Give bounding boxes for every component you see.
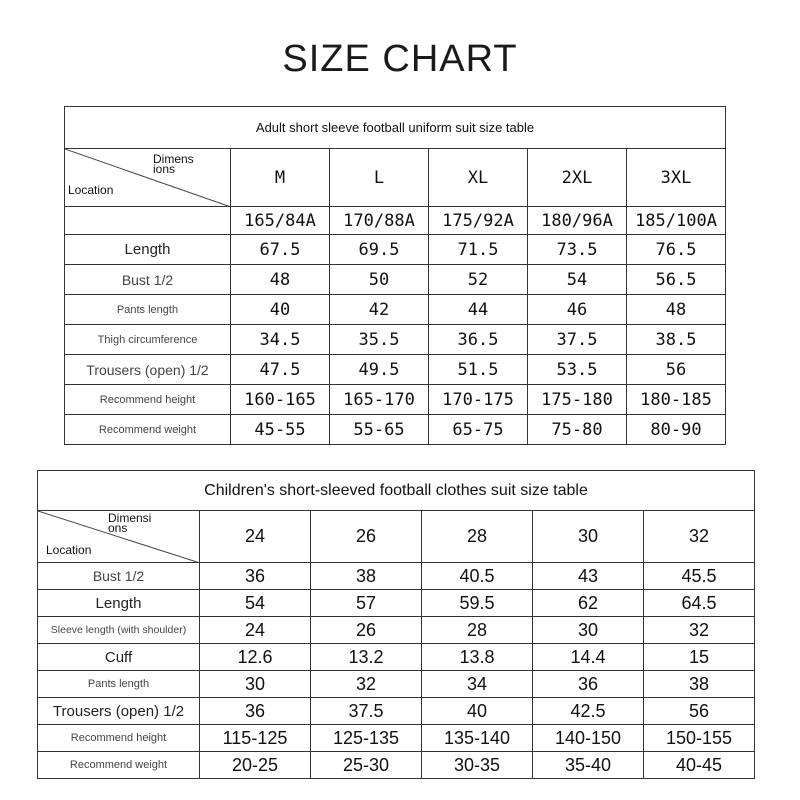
table-cell: 55-65 [330,415,429,445]
table-cell: 30 [533,617,644,644]
size-header: 32 [644,511,755,563]
table-cell: 36.5 [429,325,528,355]
table-cell: 40.5 [422,563,533,590]
table-cell: 54 [200,590,311,617]
table-cell: 24 [200,617,311,644]
size-header: M [231,149,330,207]
empty-cell [65,207,231,235]
row-label: Trousers (open) 1/2 [38,698,200,725]
table-row [65,295,726,325]
row-label: Thigh circumference [65,325,231,355]
location-label: Location [46,543,92,557]
size-code: 185/100A [627,207,726,235]
table-cell: 53.5 [528,355,627,385]
dimensions-label: Dimensi ons [108,511,152,535]
size-header: L [330,149,429,207]
table-cell: 30-35 [422,752,533,779]
table-cell: 34 [422,671,533,698]
row-label: Recommend weight [65,415,231,445]
table-cell: 20-25 [200,752,311,779]
size-header: 3XL [627,149,726,207]
row-label: Cuff [38,644,200,671]
table-cell: 45-55 [231,415,330,445]
table-cell: 38 [311,563,422,590]
adult-table-caption: Adult short sleeve football uniform suit size table [65,107,726,149]
table-cell: 51.5 [429,355,528,385]
size-header: XL [429,149,528,207]
table-cell: 150-155 [644,725,755,752]
table-cell: 56.5 [627,265,726,295]
table-cell: 32 [311,671,422,698]
table-row [65,265,726,295]
table-row [65,385,726,415]
table-cell: 25-30 [311,752,422,779]
table-cell: 34.5 [231,325,330,355]
table-cell: 43 [533,563,644,590]
table-row [65,235,726,265]
table-row [38,590,755,617]
table-cell: 56 [627,355,726,385]
adult-header-corner [65,149,231,207]
table-cell: 52 [429,265,528,295]
table-row [38,671,755,698]
table-cell: 49.5 [330,355,429,385]
table-cell: 50 [330,265,429,295]
size-header: 26 [311,511,422,563]
table-cell: 13.8 [422,644,533,671]
size-header: 2XL [528,149,627,207]
table-cell: 69.5 [330,235,429,265]
location-label: Location [68,183,114,197]
table-row [38,563,755,590]
table-cell: 36 [200,563,311,590]
row-label: Bust 1/2 [38,563,200,590]
table-cell: 13.2 [311,644,422,671]
table-cell: 40 [231,295,330,325]
size-header: 24 [200,511,311,563]
table-row [38,752,755,779]
row-label: Pants length [65,295,231,325]
row-label: Pants length [38,671,200,698]
table-cell: 71.5 [429,235,528,265]
table-cell: 165-170 [330,385,429,415]
table-cell: 30 [200,671,311,698]
table-cell: 44 [429,295,528,325]
table-cell: 14.4 [533,644,644,671]
table-row [65,325,726,355]
page-title: SIZE CHART [282,38,518,80]
table-cell: 36 [200,698,311,725]
table-cell: 40 [422,698,533,725]
table-cell: 48 [627,295,726,325]
table-cell: 57 [311,590,422,617]
size-code: 165/84A [231,207,330,235]
children-size-table [37,470,755,779]
table-cell: 54 [528,265,627,295]
table-cell: 59.5 [422,590,533,617]
table-cell: 37.5 [311,698,422,725]
table-cell: 175-180 [528,385,627,415]
row-label: Recommend weight [38,752,200,779]
children-table-caption: Children's short-sleeved football clothes suit size table [38,471,755,511]
table-cell: 47.5 [231,355,330,385]
table-cell: 140-150 [533,725,644,752]
row-label: Recommend height [65,385,231,415]
row-label: Recommend height [38,725,200,752]
adult-size-table [64,106,726,445]
table-cell: 65-75 [429,415,528,445]
table-cell: 26 [311,617,422,644]
table-cell: 76.5 [627,235,726,265]
table-cell: 115-125 [200,725,311,752]
size-header: 30 [533,511,644,563]
table-cell: 32 [644,617,755,644]
table-row [38,698,755,725]
row-label: Length [38,590,200,617]
table-cell: 64.5 [644,590,755,617]
table-cell: 35.5 [330,325,429,355]
table-row [38,617,755,644]
diagonal-divider [65,149,231,207]
row-label: Length [65,235,231,265]
table-cell: 37.5 [528,325,627,355]
table-row [38,725,755,752]
table-cell: 38 [644,671,755,698]
table-cell: 48 [231,265,330,295]
row-label: Trousers (open) 1/2 [65,355,231,385]
table-row [65,415,726,445]
row-label: Bust 1/2 [65,265,231,295]
table-cell: 45.5 [644,563,755,590]
table-cell: 67.5 [231,235,330,265]
table-cell: 62 [533,590,644,617]
table-cell: 80-90 [627,415,726,445]
table-cell: 56 [644,698,755,725]
size-code: 175/92A [429,207,528,235]
table-cell: 35-40 [533,752,644,779]
size-code: 170/88A [330,207,429,235]
table-cell: 38.5 [627,325,726,355]
table-cell: 28 [422,617,533,644]
dimensions-label: Dimens ions [153,152,194,176]
table-cell: 40-45 [644,752,755,779]
table-cell: 160-165 [231,385,330,415]
table-cell: 36 [533,671,644,698]
size-code: 180/96A [528,207,627,235]
table-cell: 170-175 [429,385,528,415]
table-cell: 46 [528,295,627,325]
table-cell: 42.5 [533,698,644,725]
children-header-corner [38,511,200,563]
table-cell: 15 [644,644,755,671]
size-header: 28 [422,511,533,563]
row-label: Sleeve length (with shoulder) [38,617,200,644]
table-cell: 180-185 [627,385,726,415]
table-cell: 135-140 [422,725,533,752]
table-row [65,355,726,385]
table-cell: 42 [330,295,429,325]
table-cell: 125-135 [311,725,422,752]
table-row [38,644,755,671]
table-cell: 12.6 [200,644,311,671]
table-cell: 75-80 [528,415,627,445]
size-code-row [65,207,726,235]
table-cell: 73.5 [528,235,627,265]
